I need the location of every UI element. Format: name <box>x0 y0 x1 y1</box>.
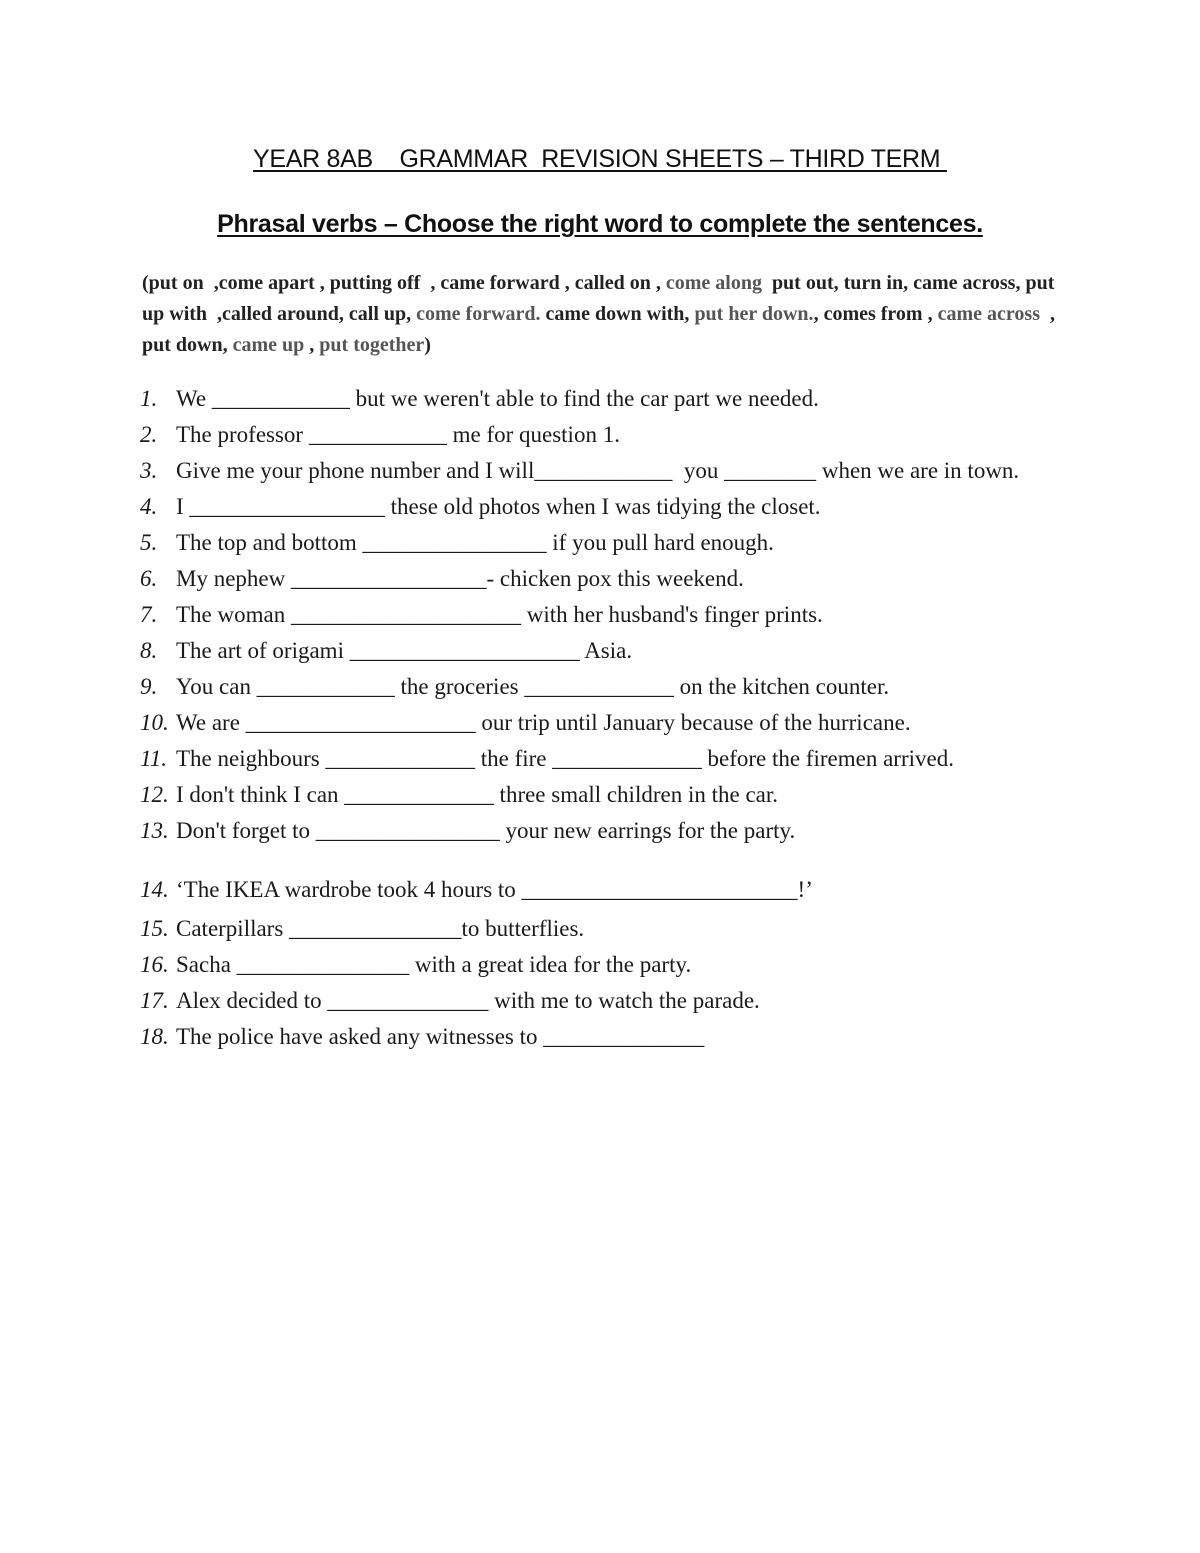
question-text: Caterpillars _______________to butterflies. <box>176 916 585 941</box>
instructions-heading: Phrasal verbs – Choose the right word to complete the sentences. <box>217 210 983 238</box>
question-item <box>140 453 1060 489</box>
question-item <box>140 561 1060 597</box>
question-number: 4. <box>140 494 158 519</box>
word-bank-text: put together <box>319 334 425 356</box>
word-bank-text: come forward. <box>416 303 541 325</box>
question-number: 9. <box>140 674 158 699</box>
question-item <box>140 597 1060 633</box>
question-number: 7. <box>140 602 158 627</box>
question-item <box>140 417 1060 453</box>
question-number: 6. <box>140 566 158 591</box>
question-text: The professor ____________ me for question 1. <box>176 422 620 447</box>
question-item <box>140 741 1060 777</box>
question-text: The neighbours _____________ the fire _____________ before the firemen arrived. <box>176 746 954 771</box>
question-text: Give me your phone number and I will____________ you ________ when we are in town. <box>176 458 1020 483</box>
word-bank-text: came across <box>937 303 1040 325</box>
word-bank-text: put her down. <box>694 303 814 325</box>
page-title: YEAR 8AB GRAMMAR REVISION SHEETS – THIRD TERM <box>253 145 947 173</box>
question-item <box>140 869 1060 911</box>
question-text: The police have asked any witnesses to ______________ <box>176 1024 705 1049</box>
question-text: I don't think I can _____________ three small children in the car. <box>176 782 778 807</box>
question-number: 11. <box>140 746 168 771</box>
question-item <box>140 489 1060 525</box>
question-text: You can ____________ the groceries _____________ on the kitchen counter. <box>176 674 890 699</box>
question-number: 1. <box>140 386 158 411</box>
question-list <box>140 381 1060 1055</box>
question-item <box>140 777 1060 813</box>
question-number: 8. <box>140 638 158 663</box>
question-number: 2. <box>140 422 158 447</box>
word-bank-text: came down with, <box>540 303 695 325</box>
question-item <box>140 381 1060 417</box>
word-bank-text: put out, turn in, came across, put up with ,called around, call up, <box>142 272 1060 325</box>
question-item <box>140 911 1060 947</box>
word-bank-text: , <box>304 334 320 356</box>
question-text: We are ____________________ our trip until January because of the hurricane. <box>176 710 911 735</box>
question-item <box>140 947 1060 983</box>
section-spacer <box>140 849 1060 869</box>
word-bank-text: , comes from , <box>813 303 938 325</box>
question-item <box>140 813 1060 849</box>
question-item <box>140 983 1060 1019</box>
question-item <box>140 633 1060 669</box>
word-bank <box>142 268 1062 361</box>
question-text: ‘The IKEA wardrobe took 4 hours to ________________________!’ <box>176 877 813 902</box>
question-text: Don't forget to ________________ your new earrings for the party. <box>176 818 796 843</box>
question-number: 5. <box>140 530 158 555</box>
question-text: The woman ____________________ with her husband's finger prints. <box>176 602 823 627</box>
question-text: Sacha _______________ with a great idea for the party. <box>176 952 692 977</box>
question-text: I _________________ these old photos when I was tidying the closet. <box>176 494 821 519</box>
question-item <box>140 1019 1060 1055</box>
question-number: 13. <box>140 818 169 843</box>
word-bank-text: , put down, <box>142 303 1060 356</box>
question-text: My nephew _________________- chicken pox this weekend. <box>176 566 744 591</box>
question-item <box>140 525 1060 561</box>
word-bank-text: come along <box>665 272 762 294</box>
question-number: 17. <box>140 988 169 1013</box>
question-item <box>140 705 1060 741</box>
question-number: 10. <box>140 710 169 735</box>
word-bank-text: (put on ,come apart , putting off , came forward , called on , <box>142 272 666 294</box>
question-text: The top and bottom ________________ if you pull hard enough. <box>176 530 774 555</box>
question-number: 15. <box>140 916 169 941</box>
question-number: 12. <box>140 782 169 807</box>
question-item <box>140 669 1060 705</box>
word-bank-text: ) <box>424 334 431 356</box>
question-number: 16. <box>140 952 169 977</box>
question-text: We ____________ but we weren't able to find the car part we needed. <box>176 386 819 411</box>
question-number: 3. <box>140 458 158 483</box>
question-number: 14. <box>140 877 169 902</box>
question-text: The art of origami ____________________ Asia. <box>176 638 633 663</box>
word-bank-text: came up <box>232 334 305 356</box>
question-text: Alex decided to ______________ with me to watch the parade. <box>176 988 760 1013</box>
question-number: 18. <box>140 1024 169 1049</box>
